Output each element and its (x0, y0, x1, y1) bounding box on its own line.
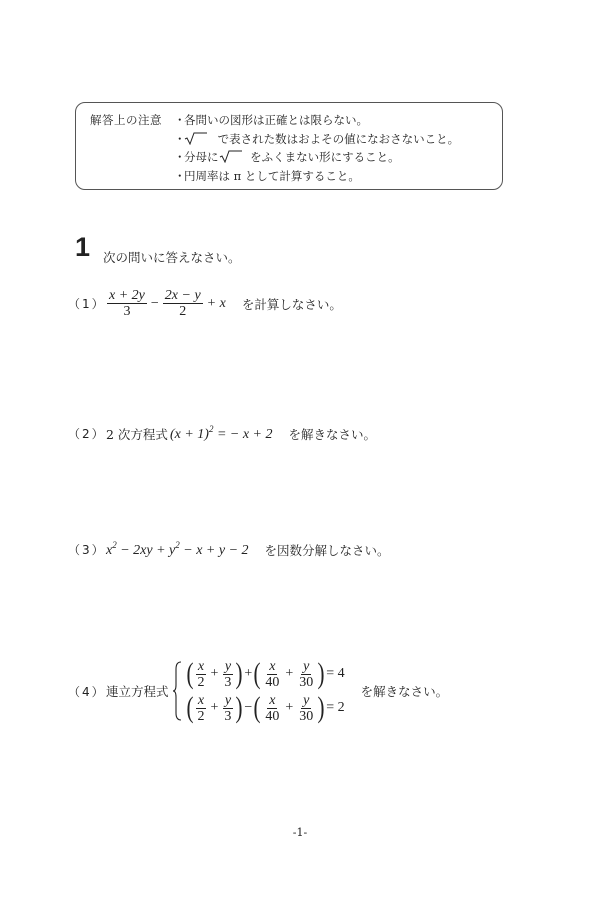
denominator: 3 (224, 674, 232, 690)
problem-4 (68, 658, 448, 724)
exponent: 2 (112, 540, 117, 550)
operator: − (150, 295, 159, 311)
expression-rest: + x (206, 295, 226, 311)
problem-label: （2） (68, 427, 106, 441)
numerator: y (224, 658, 232, 674)
operator: + (210, 666, 219, 681)
expression: (x + 1) (169, 427, 209, 442)
numerator: y (303, 692, 310, 708)
denominator: 3 (224, 708, 232, 724)
denominator: 40 (265, 708, 280, 724)
term: − x + y − 2 (179, 543, 249, 558)
notice-list (174, 111, 459, 185)
notice-item (174, 148, 459, 167)
section-number: 1 (75, 232, 91, 262)
notice-text: をふくまない形にすること。 (250, 150, 400, 164)
notice-text: 円周率は π として計算すること。 (184, 168, 360, 183)
rhs: = 2 (326, 700, 345, 715)
denominator: 3 (123, 304, 131, 319)
denominator: 2 (197, 708, 205, 724)
paren: ) (317, 657, 325, 690)
problem-prefix: 連立方程式 (106, 684, 169, 699)
operator: + (285, 700, 294, 715)
numerator: x (197, 658, 205, 674)
notice-item (174, 167, 459, 186)
exponent: 2 (208, 424, 214, 434)
numerator: x (269, 658, 276, 674)
problem-instruction: を解きなさい。 (360, 684, 449, 699)
numerator: x (269, 692, 276, 708)
denominator: 30 (299, 674, 314, 690)
bullet: ・ (174, 168, 186, 183)
problem-instruction: を計算しなさい。 (241, 296, 342, 312)
operator: + (285, 666, 294, 681)
bullet: ・ (174, 150, 186, 164)
problem-1 (68, 288, 342, 319)
denominator: 2 (179, 304, 187, 319)
numerator: y (224, 692, 232, 708)
notice-title: 解答上の注意 (90, 113, 162, 127)
equation-system (173, 658, 345, 724)
denominator: 40 (265, 674, 280, 690)
fraction (107, 288, 147, 319)
exponent: 2 (175, 540, 180, 550)
numerator: x (197, 692, 205, 708)
page-number: -1- (292, 826, 308, 839)
problem-3 (68, 540, 390, 559)
bullet: ・ (174, 131, 186, 146)
problem-prefix: 2 次方程式 (106, 426, 168, 442)
denominator: 30 (299, 708, 314, 724)
notice-box (75, 102, 503, 190)
notice-item (174, 130, 459, 149)
paren: ) (317, 691, 325, 724)
rhs: = 4 (326, 666, 345, 681)
notice-text: で表された数はおよその値になおさないこと。 (217, 131, 460, 146)
paren: ( (186, 657, 194, 690)
notice-pre: 分母に (184, 150, 219, 164)
paren: ( (253, 657, 261, 690)
operator: + (244, 666, 253, 681)
numerator: 2x − y (164, 288, 201, 303)
paren: ) (235, 657, 243, 690)
term: − 2xy + y (116, 543, 176, 558)
operator: − (244, 700, 253, 715)
paren: ) (235, 691, 243, 724)
bullet: ・ (174, 113, 186, 127)
problem-2 (68, 424, 376, 443)
left-brace-icon (173, 661, 183, 721)
problem-instruction: を解きなさい。 (288, 426, 377, 442)
fraction (163, 288, 203, 319)
numerator: x + 2y (109, 288, 145, 303)
operator: + (210, 700, 219, 715)
denominator: 2 (197, 674, 205, 690)
equation-2 (185, 692, 345, 724)
expression: = − x + 2 (216, 427, 273, 442)
equation-1 (185, 658, 345, 690)
section-instruction: 次の問いに答えなさい。 (103, 250, 241, 265)
notice-item (174, 111, 459, 130)
notice-text: 各問いの図形は正確とは限らない。 (184, 113, 368, 127)
paren: ( (186, 691, 194, 724)
sqrt-icon (219, 150, 243, 163)
problem-label: （4） (68, 684, 106, 699)
term: x (106, 543, 113, 558)
problem-label: （3） (68, 543, 106, 557)
paren: ( (253, 691, 261, 724)
sqrt-icon (184, 132, 208, 145)
problem-instruction: を因数分解しなさい。 (264, 542, 390, 558)
problem-label: （1） (68, 297, 106, 311)
numerator: y (303, 658, 310, 674)
